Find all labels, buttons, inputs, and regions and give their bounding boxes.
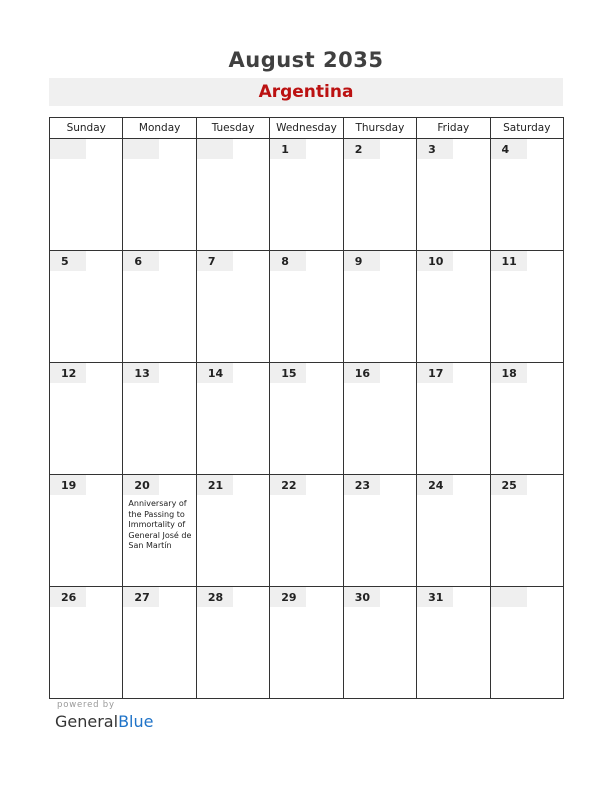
day-number: 22 [270,475,306,495]
day-cell [196,139,269,251]
day-cell [50,139,123,251]
day-cell [343,139,416,251]
week-row [50,363,564,475]
month-title: August 2035 [228,48,384,72]
weekday-header-monday: Monday [123,118,196,139]
weekday-header-row [50,118,564,139]
day-cell [490,363,563,475]
day-cell [50,587,123,699]
day-cell [270,587,343,699]
day-number: 20 [123,475,159,495]
powered-by-text: powered by [57,700,115,710]
day-cell [490,475,563,587]
day-cell [270,363,343,475]
country-label: Argentina [49,78,563,106]
weekday-header-thursday: Thursday [343,118,416,139]
day-number: 24 [417,475,453,495]
day-cell [196,587,269,699]
day-cell [343,587,416,699]
day-cell [123,363,196,475]
weekday-header-tuesday: Tuesday [196,118,269,139]
week-row [50,139,564,251]
day-number: 31 [417,587,453,607]
day-number: 25 [491,475,527,495]
week-row [50,587,564,699]
day-number: 28 [197,587,233,607]
day-number: 3 [417,139,453,159]
day-number: 12 [50,363,86,383]
weekday-header-wednesday: Wednesday [270,118,343,139]
day-cell [417,363,490,475]
day-cell [270,475,343,587]
weekday-header-saturday: Saturday [490,118,563,139]
day-cell [270,139,343,251]
brand-logo [55,712,153,731]
day-number: 26 [50,587,86,607]
day-number: 10 [417,251,453,271]
calendar-grid [49,117,564,697]
day-cell [343,475,416,587]
day-number: 19 [50,475,86,495]
week-row [50,475,564,587]
brand-name-blue: Blue [118,712,154,731]
day-number: 9 [344,251,380,271]
day-number: 1 [270,139,306,159]
day-number [123,139,159,159]
day-cell [490,587,563,699]
day-number: 27 [123,587,159,607]
day-cell [490,251,563,363]
day-number: 18 [491,363,527,383]
day-cell [343,251,416,363]
day-cell [417,251,490,363]
day-cell [123,139,196,251]
day-number: 17 [417,363,453,383]
day-cell [50,475,123,587]
day-number: 13 [123,363,159,383]
day-number: 29 [270,587,306,607]
day-number: 2 [344,139,380,159]
day-cell [123,475,196,587]
day-number [50,139,86,159]
day-number [197,139,233,159]
day-cell [196,251,269,363]
day-cell [196,363,269,475]
weekday-header-sunday: Sunday [50,118,123,139]
day-number: 15 [270,363,306,383]
day-cell [123,587,196,699]
day-number: 23 [344,475,380,495]
day-number [491,587,527,607]
day-number: 21 [197,475,233,495]
week-row [50,251,564,363]
day-number: 5 [50,251,86,271]
day-number: 16 [344,363,380,383]
day-cell [417,475,490,587]
day-cell [343,363,416,475]
day-number: 30 [344,587,380,607]
day-cell [123,251,196,363]
day-number: 11 [491,251,527,271]
calendar-body [50,139,564,699]
day-cell [417,587,490,699]
day-number: 14 [197,363,233,383]
day-number: 6 [123,251,159,271]
weekday-header-friday: Friday [417,118,490,139]
calendar-table [49,117,564,699]
day-number: 8 [270,251,306,271]
day-cell [196,475,269,587]
holiday-event: Anniversary of the Passing to Immortality of General José de San Martín [128,499,192,550]
day-cell [270,251,343,363]
day-cell [417,139,490,251]
day-cell [50,363,123,475]
day-number: 7 [197,251,233,271]
day-number: 4 [491,139,527,159]
day-cell [50,251,123,363]
day-cell [490,139,563,251]
brand-name-general: General [55,712,119,731]
